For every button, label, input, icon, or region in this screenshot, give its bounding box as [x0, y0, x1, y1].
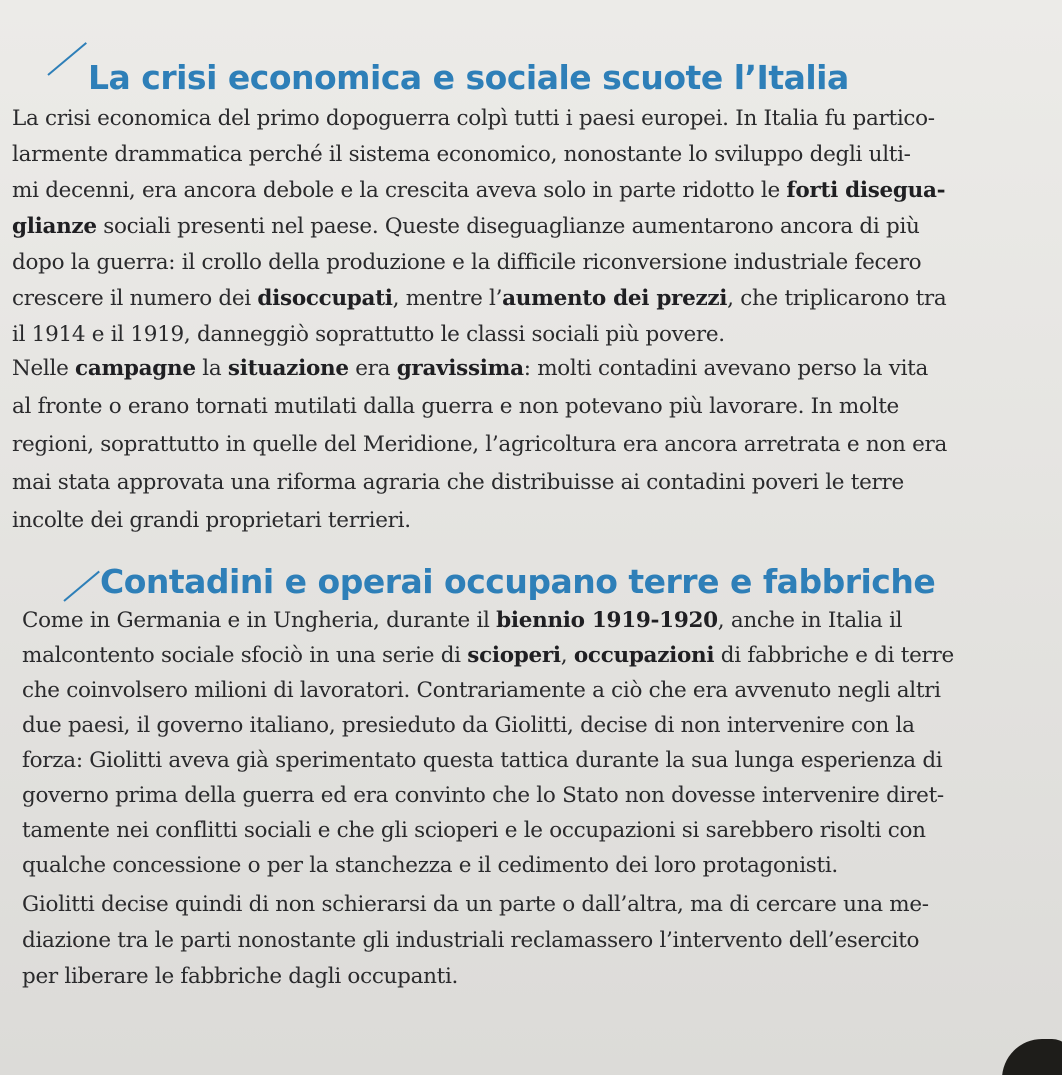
text-line: due paesi, il governo italiano, presieduto da Giolitti, decise di non intervenire con la: [22, 713, 915, 738]
text-line: governo prima della guerra ed era convinto che lo Stato non dovesse intervenire diret-: [22, 783, 944, 808]
section-title-crisi: La crisi economica e sociale scuote l’Italia: [88, 58, 849, 97]
text-line: Nelle campagne la situazione era gravissima: molti contadini avevano perso la vita: [12, 356, 929, 381]
keyword-biennio: biennio 1919-1920: [496, 608, 718, 633]
keyword-aumento-prezzi: aumento dei prezzi: [502, 286, 728, 311]
text-line: tamente nei conflitti sociali e che gli scioperi e le occupazioni si sarebbero risolti con: [22, 818, 926, 843]
text-line: per liberare le fabbriche dagli occupanti.: [22, 964, 459, 989]
text-line: al fronte o erano tornati mutilati dalla guerra e non potevano più lavorare. In molte: [12, 394, 899, 419]
keyword-occupazioni: occupazioni: [573, 643, 715, 668]
text-line: La crisi economica del primo dopoguerra colpì tutti i paesi europei. In Italia fu partico-: [12, 106, 935, 131]
heading-accent-mark: [63, 571, 100, 602]
text-line: che coinvolsero milioni di lavoratori. Contrariamente a ciò che era avvenuto negli altri: [22, 678, 941, 703]
section-title-contadini: Contadini e operai occupano terre e fabbriche: [100, 562, 936, 601]
text-line: mi decenni, era ancora debole e la crescita aveva solo in parte ridotto le forti disegua-: [12, 178, 946, 203]
text-line: malcontento sociale sfociò in una serie di scioperi, occupazioni di fabbriche e di terre: [22, 643, 954, 668]
text-line: incolte dei grandi proprietari terrieri.: [12, 508, 411, 533]
text-line: qualche concessione o per la stanchezza e il cedimento dei loro protagonisti.: [22, 853, 838, 878]
keyword-disoccupati: disoccupati: [257, 286, 393, 311]
text-line: Giolitti decise quindi di non schierarsi da un parte o dall’altra, ma di cercare una me-: [22, 892, 929, 917]
keyword-campagne: campagne: [75, 356, 196, 381]
keyword-disuguaglianze: forti disegua-: [786, 178, 946, 203]
corner-shadow: [1002, 1039, 1062, 1075]
text-line: dopo la guerra: il crollo della produzione e la difficile riconversione industriale fecero: [12, 250, 922, 275]
text-line: regioni, soprattutto in quelle del Meridione, l’agricoltura era ancora arretrata e non era: [12, 432, 948, 457]
keyword-disuguaglianze-cont: glianze: [12, 214, 97, 239]
text-line: crescere il numero dei disoccupati, mentre l’aumento dei prezzi, che triplicarono tra: [12, 286, 947, 311]
heading-accent-mark: [47, 42, 87, 76]
text-line: glianze sociali presenti nel paese. Queste diseguaglianze aumentarono ancora di più: [12, 214, 920, 239]
text-line: forza: Giolitti aveva già sperimentato questa tattica durante la sua lunga esperienza di: [22, 748, 943, 773]
keyword-situazione: situazione: [227, 356, 349, 381]
text-line: il 1914 e il 1919, danneggiò soprattutto le classi sociali più povere.: [12, 322, 725, 347]
text-line: mai stata approvata una riforma agraria che distribuisse ai contadini poveri le terre: [12, 470, 904, 495]
keyword-gravissima: gravissima: [396, 356, 524, 381]
text-line: Come in Germania e in Ungheria, durante il biennio 1919-1920, anche in Italia il: [22, 608, 903, 633]
text-line: diazione tra le parti nonostante gli industriali reclamassero l’intervento dell’esercito: [22, 928, 920, 953]
text-line: larmente drammatica perché il sistema economico, nonostante lo sviluppo degli ulti-: [12, 142, 911, 167]
keyword-scioperi: scioperi: [467, 643, 561, 668]
